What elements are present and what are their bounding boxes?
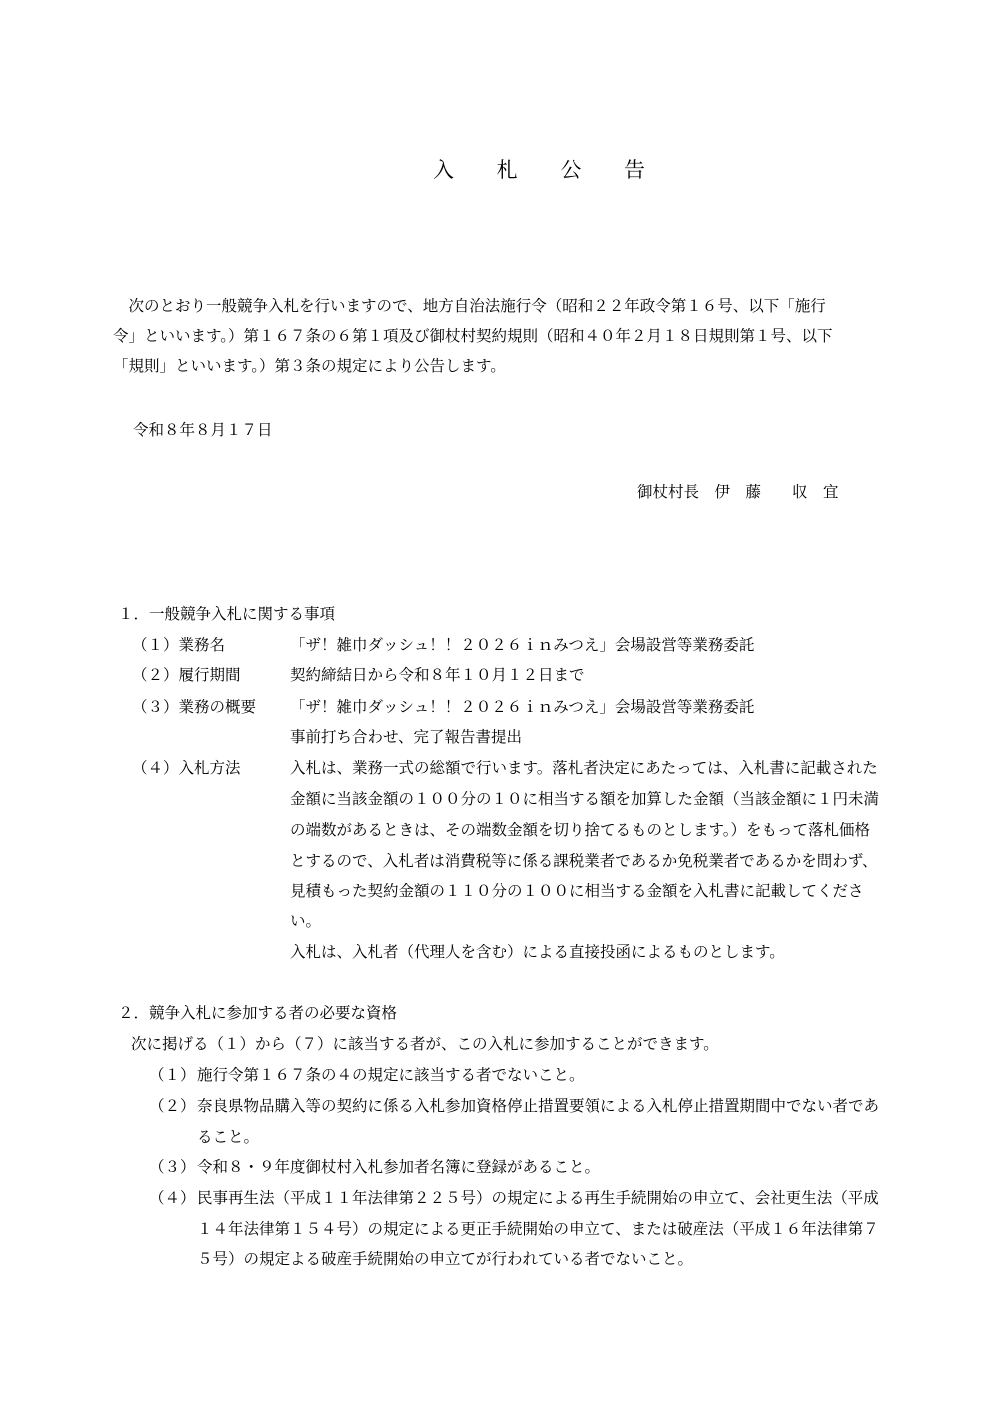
section1-heading: １．一般競争入札に関する事項 bbox=[118, 605, 336, 623]
page-title: 入 札 公 告 bbox=[433, 158, 664, 182]
section1-item-text: 見積もった契約金額の１１０分の１００に相当する金額を入札書に記載してくださ bbox=[290, 882, 864, 900]
notice-date: 令和８年８月１７日 bbox=[133, 421, 273, 439]
section1-item-text: 契約締結日から令和８年１０月１２日まで bbox=[290, 666, 585, 684]
section1-item-text: とするので、入札者は消費税等に係る課税業者であるか免税業者であるかを問わず、 bbox=[290, 852, 878, 870]
section2-item-label: （２） bbox=[149, 1097, 196, 1115]
section1-item-text: 金額に当該金額の１００分の１０に相当する額を加算した金額（当該金額に１円未満 bbox=[290, 790, 880, 808]
section2-item-text: １４年法律第１５４号）の規定による更正手続開始の申立て、または破産法（平成１６年法律第７ bbox=[197, 1220, 879, 1238]
section1-item-text: 事前打ち合わせ、完了報告書提出 bbox=[290, 728, 523, 746]
section1-item-label: （２）履行期間 bbox=[132, 666, 241, 684]
section1-item-label: （１）業務名 bbox=[132, 636, 226, 654]
section2-item-label: （４） bbox=[149, 1189, 196, 1207]
section1-item-text: い。 bbox=[290, 912, 322, 930]
section1-item-text: 入札は、入札者（代理人を含む）による直接投函によるものとします。 bbox=[290, 943, 785, 961]
section1-item-text: 入札は、業務一式の総額で行います。落札者決定にあたっては、入札書に記載された bbox=[290, 759, 878, 777]
section1-item-text: の端数があるときは、その端数金額を切り捨てるものとします。）をもって落札価格 bbox=[290, 821, 871, 839]
section2-lead: 次に掲げる（１）から（７）に該当する者が、この入札に参加することができます。 bbox=[131, 1035, 719, 1053]
intro-line-2: 令」といいます。）第１６７条の６第１項及び御杖村契約規則（昭和４０年２月１８日規則第１号、以下 bbox=[113, 327, 833, 345]
section1-item-text: 「ザ！雑巾ダッシュ！！２０２６ｉｎみつえ」会場設営等業務委託 bbox=[290, 698, 755, 716]
section1-item-label: （３）業務の概要 bbox=[132, 698, 257, 716]
section2-item-text: 令和８・９年度御杖村入札参加者名簿に登録があること。 bbox=[197, 1158, 601, 1176]
section1-item-label: （４）入札方法 bbox=[132, 759, 241, 777]
section2-item-text: 民事再生法（平成１１年法律第２２５号）の規定による再生手続開始の申立て、会社更生法（平成 bbox=[197, 1189, 879, 1207]
section2-item-text: ること。 bbox=[197, 1128, 260, 1146]
section1-item-text: 「ザ！雑巾ダッシュ！！２０２６ｉｎみつえ」会場設営等業務委託 bbox=[290, 636, 755, 654]
issuer-signature: 御杖村長 伊 藤 収 宜 bbox=[637, 483, 839, 501]
intro-line-1: 次のとおり一般競争入札を行いますので、地方自治法施行令（昭和２２年政令第１６号、以下「施行 bbox=[113, 297, 826, 315]
section2-heading: ２．競争入札に参加する者の必要な資格 bbox=[118, 1004, 398, 1022]
section2-item-text: 奈良県物品購入等の契約に係る入札参加資格停止措置要領による入札停止措置期間中でない者であ bbox=[197, 1097, 880, 1115]
section2-item-text: 施行令第１６７条の４の規定に該当する者でないこと。 bbox=[197, 1066, 585, 1084]
intro-line-3: 「規則」といいます。）第３条の規定により公告します。 bbox=[113, 357, 506, 375]
section2-item-label: （３） bbox=[149, 1158, 196, 1176]
section2-item-label: （１） bbox=[149, 1066, 196, 1084]
section2-item-text: ５号）の規定よる破産手続開始の申立てが行われている者でないこと。 bbox=[197, 1250, 694, 1268]
